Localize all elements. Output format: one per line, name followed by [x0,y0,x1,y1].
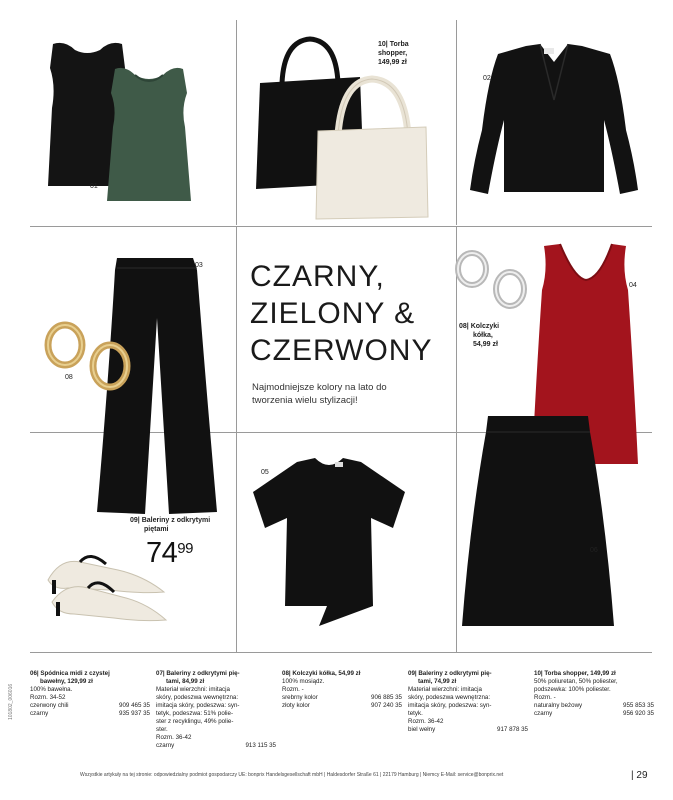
info-06-line: 100% bawełna. [30,686,73,693]
info-08-code: 906 885 35 [371,694,402,701]
info-09-number: 09 [408,670,415,677]
info-09-title1: Baleriny z odkrytymi pię- [418,670,492,677]
info-10-color: czarny [534,710,553,717]
info-06-color: czarny [30,710,49,717]
grid-line-h1 [30,226,652,227]
featured-price-whole: 74 [146,537,178,569]
info-07-line: imitacja skóry, podeszwa: syn- [156,702,240,709]
product-label-08-line1: Kolczyki [470,323,500,330]
footer-legal: Wszystkie artykuły na tej stronie: odpowiedzialny podmiot gospodarczy UE: bonprix Handelsgesellschaft mbH | Haldesdorfer Straße 61 | 22179 Hamburg | Niemcy E-Mail: service@bonprix.net [80,772,504,778]
product-label-08-line3: 54,99 zł [473,341,498,348]
grid-line-v3 [236,226,237,432]
info-08-row [282,702,402,710]
grid-line-h3 [30,652,652,653]
info-09-line: imitacja skóry, podeszwa: syn- [408,702,492,709]
info-09-title2: tami, 74,99 zł [418,678,457,685]
info-10-title1: Torba shopper, 149,99 zł [544,670,616,677]
info-07-number: 07 [156,670,163,677]
info-08-line: Rozm. - [282,686,304,693]
subline-line2: tworzenia wielu stylizacji! [252,395,358,406]
info-08-color: srebrny kolor [282,694,318,701]
product-label-10-line1: Torba [389,41,409,48]
info-07-line: skóry, podeszwa wewnętrzna: [156,694,239,701]
featured-price-cents: 99 [177,540,193,557]
info-07-code: 913 115 35 [245,742,276,749]
grid-line-v5 [236,432,237,652]
info-07-line: ster. [156,726,168,733]
info-06-number: 06 [30,670,37,677]
info-07 [156,670,276,750]
product-gold-earrings[interactable] [40,318,140,398]
product-silver-earrings[interactable] [452,247,542,317]
page-headline [250,258,450,369]
product-label-09: 09| Baleriny z odkrytymi piętami [130,517,211,533]
subline-line1: Najmodniejsze kolory na lato do [252,382,387,393]
product-label-10-line3: 149,99 zł [378,59,407,66]
grid-line-v6 [456,432,457,652]
product-number-06: 06 [590,547,598,554]
info-07-title: 07| Baleriny z odkrytymi pię- [156,670,240,677]
info-08-title: 08| Kolczyki kółka, 54,99 zł [282,670,361,677]
info-10-row [534,702,654,710]
product-cream-slingbacks[interactable] [40,540,170,625]
product-number-09: 09 [130,517,138,524]
info-10 [534,670,654,718]
page-subheadline [252,381,452,407]
info-10-line: podszewka: 100% poliester. [534,686,611,693]
info-08-title1: Kolczyki kółka, 54,99 zł [292,670,361,677]
product-green-top[interactable] [103,63,195,203]
product-number-10: 10 [378,41,386,48]
info-08-row [282,694,402,702]
product-black-blouse[interactable] [249,456,409,628]
info-06-title2: bawełny, 129,99 zł [40,678,93,685]
info-08-number: 08 [282,670,289,677]
page-number-value: 29 [636,770,648,781]
info-07-title1: Baleriny z odkrytymi pię- [166,670,240,677]
info-08-code: 907 240 35 [371,702,402,709]
info-09-line: tetyk. [408,710,423,717]
info-09-line: Rozm. 36-42 [408,718,444,725]
grid-line-v2 [456,20,457,225]
product-number-04: 04 [629,282,637,289]
info-07-line: Materiał wierzchni: imitacja [156,686,230,693]
info-10-code: 955 853 35 [623,702,654,709]
info-06-row [30,702,150,710]
info-07-line: ster z recyklingu, 49% polie- [156,718,234,725]
info-06-title1: Spódnica midi z czystej [40,670,110,677]
info-06 [30,670,150,718]
product-black-blazer[interactable] [468,40,640,198]
info-06-row [30,710,150,718]
info-07-color: czarny [156,742,175,749]
info-09-color: biel wełny [408,726,436,733]
info-06-color: czerwony chili [30,702,69,709]
product-number-03: 03 [195,262,203,269]
info-08 [282,670,402,710]
info-06-code: 909 465 35 [119,702,150,709]
product-label-09-line2: piętami [144,526,169,533]
product-label-08: 08| Kolczyki kółka, 54,99 zł [459,323,500,348]
info-07-row [156,742,276,750]
grid-line-v1 [236,20,237,225]
product-cream-bag[interactable] [312,75,432,223]
product-label-09-line1: Baleriny z odkrytymi [141,517,211,524]
info-10-number: 10 [534,670,541,677]
page-number: | 29 [631,770,648,781]
info-09 [408,670,528,734]
info-06-code: 935 937 35 [119,710,150,717]
info-06-line: Rozm. 34-52 [30,694,66,701]
info-09-row [408,726,528,734]
info-09-line: Materiał wierzchni: imitacja [408,686,482,693]
info-09-line: skóry, podeszwa wewnętrzna: [408,694,491,701]
info-10-row [534,710,654,718]
product-number-02: 02 [483,75,491,82]
info-10-code: 956 920 35 [623,710,654,717]
info-09-code: 917 878 35 [497,726,528,733]
product-label-08-line2: kółka, [473,332,493,339]
product-label-10: 10| Torba shopper, 149,99 zł [378,41,409,66]
product-number-08b: 08 [459,323,467,330]
info-10-color: naturalny beżowy [534,702,583,709]
info-08-line: 100% mosiądz. [282,678,325,685]
product-black-skirt[interactable] [458,412,618,630]
info-08-color: złoty kolor [282,702,310,709]
vertical-code: 101802_006016 [8,683,14,720]
info-10-line: Rozm. - [534,694,556,701]
headline-line1: CZARNY, [250,260,385,293]
info-09-title: 09| Baleriny z odkrytymi pię- [408,670,492,677]
info-07-line: Rozm. 36-42 [156,734,192,741]
product-number-01: 01 [90,183,98,190]
product-label-10-line2: shopper, [378,50,408,57]
product-number-05: 05 [261,469,269,476]
headline-line2: ZIELONY & [250,297,416,330]
info-07-title2: tami, 84,99 zł [166,678,205,685]
product-number-08a: 08 [65,374,73,381]
info-10-line: 50% poliuretan, 50% poliester, [534,678,618,685]
info-10-title: 10| Torba shopper, 149,99 zł [534,670,616,677]
info-06-title: 06| Spódnica midi z czystej [30,670,110,677]
info-07-line: tetyk, podeszwa: 51% polie- [156,710,234,717]
headline-line3: CZERWONY [250,334,433,367]
